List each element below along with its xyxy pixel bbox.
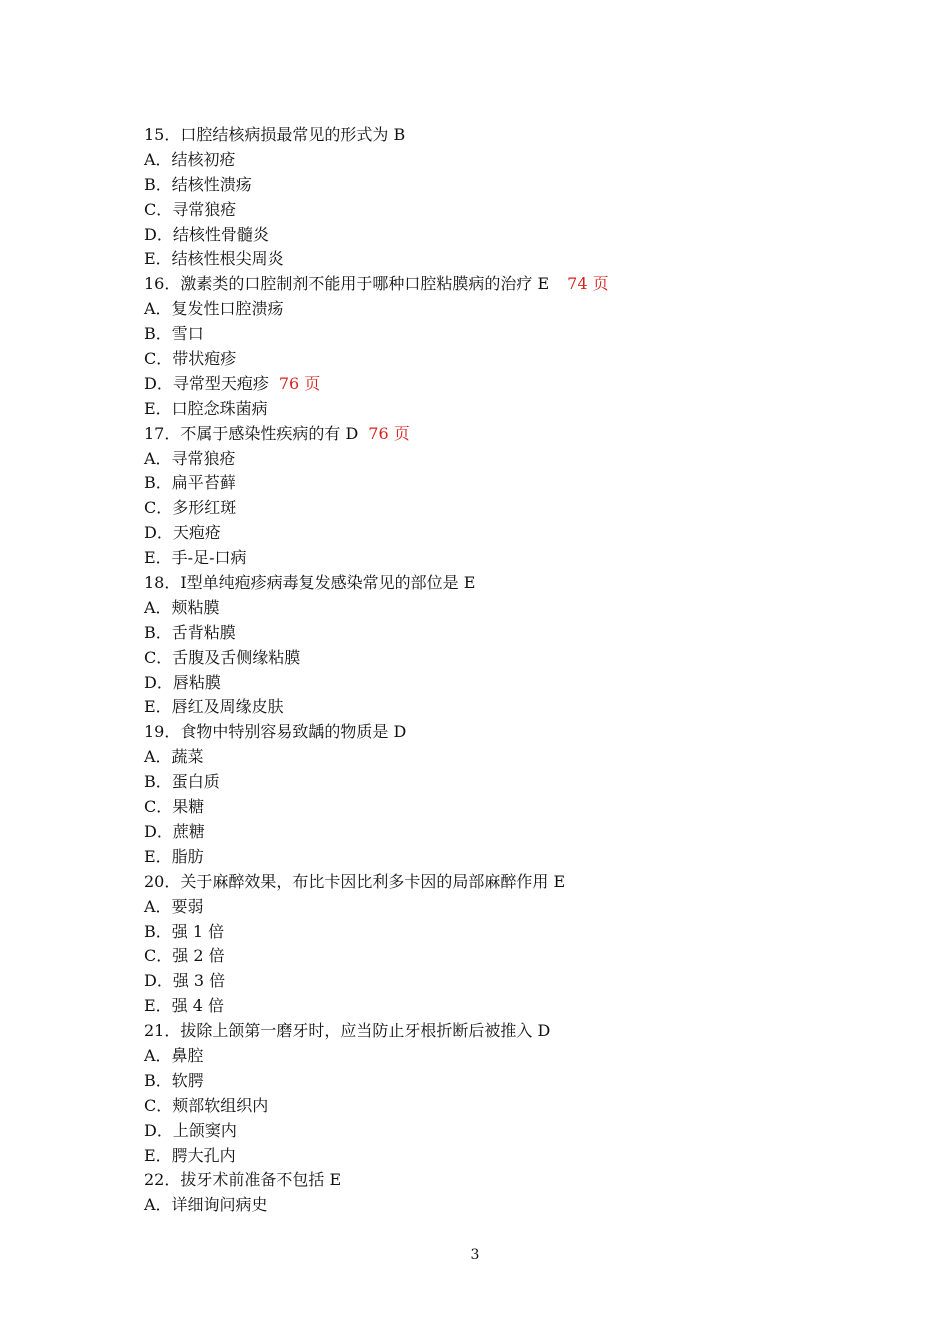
line-text: E．腭大孔内: [144, 1145, 236, 1165]
option-line: [144, 1044, 844, 1069]
question-line: [144, 720, 844, 745]
line-text: B．雪口: [144, 324, 204, 344]
line-text: 17．不属于感染性疾病的有 D: [144, 423, 359, 443]
option-line: [144, 322, 844, 347]
line-text: 21．拔除上颌第一磨牙时，应当防止牙根折断后被推入 D: [144, 1021, 551, 1041]
option-line: [144, 920, 844, 945]
option-line: [144, 1119, 844, 1144]
line-text: D．上颌窦内: [144, 1120, 237, 1140]
option-line: [144, 297, 844, 322]
option-line: [144, 820, 844, 845]
option-line: [144, 148, 844, 173]
line-text: A．结核初疮: [144, 149, 236, 169]
line-text: A．复发性口腔溃疡: [144, 299, 284, 319]
line-text: 16．激素类的口腔制剂不能用于哪种口腔粘膜病的治疗 E: [144, 274, 550, 294]
line-text: B．蛋白质: [144, 772, 220, 792]
line-text: 15．口腔结核病损最常见的形式为 B: [144, 125, 406, 144]
page-reference: 74 页: [567, 274, 609, 294]
line-text: C．颊部软组织内: [144, 1095, 269, 1115]
line-text: A．颊粘膜: [144, 597, 220, 617]
line-text: E．脂肪: [144, 846, 204, 866]
line-text: E．结核性根尖周炎: [144, 249, 284, 269]
option-line: [144, 173, 844, 198]
question-line: [144, 1019, 844, 1044]
option-line: [144, 372, 844, 397]
page-reference: 76 页: [278, 373, 321, 393]
option-line: [144, 1094, 844, 1119]
line-text: 18．Ⅰ型单纯疱疹病毒复发感染常见的部位是 E: [144, 573, 476, 593]
line-text: D．结核性骨髓炎: [144, 224, 269, 244]
line-text: E．强 4 倍: [144, 996, 225, 1016]
option-line: [144, 546, 844, 571]
question-line: [144, 272, 844, 297]
line-text: D．寻常型天疱疹: [144, 373, 269, 393]
line-text: C．果糖: [144, 797, 205, 817]
line-text: B．舌背粘膜: [144, 622, 236, 642]
option-line: [144, 621, 844, 646]
option-line: [144, 845, 844, 870]
option-line: [144, 447, 844, 472]
line-text: B．强 1 倍: [144, 921, 225, 941]
option-line: [144, 671, 844, 696]
line-text: A．鼻腔: [144, 1045, 204, 1065]
line-text: D．天疱疮: [144, 523, 221, 543]
option-line: [144, 895, 844, 920]
question-line: [144, 422, 844, 447]
page-reference: 76 页: [368, 423, 410, 443]
line-text: D．蔗糖: [144, 821, 205, 841]
question-line: [144, 870, 844, 895]
line-text: 19．食物中特别容易致龋的物质是 D: [144, 722, 407, 742]
option-line: [144, 1069, 844, 1094]
line-text: E．手-足-口病: [144, 548, 247, 568]
line-text: D．强 3 倍: [144, 971, 226, 991]
option-line: [144, 198, 844, 223]
option-line: [144, 745, 844, 770]
option-line: [144, 795, 844, 820]
line-text: C．舌腹及舌侧缘粘膜: [144, 647, 301, 667]
line-text: 22．拔牙术前准备不包括 E: [144, 1170, 342, 1190]
option-line: [144, 1144, 844, 1169]
option-line: [144, 347, 844, 372]
question-line: [144, 1168, 844, 1193]
line-text: C．强 2 倍: [144, 946, 225, 966]
option-line: [144, 397, 844, 422]
option-line: [144, 596, 844, 621]
line-text: E．唇红及周缘皮肤: [144, 697, 284, 717]
line-text: C．寻常狼疮: [144, 199, 237, 219]
line-text: B．扁平苔藓: [144, 473, 236, 493]
option-line: [144, 1193, 844, 1218]
option-line: [144, 496, 844, 521]
option-line: [144, 247, 844, 272]
option-line: [144, 944, 844, 969]
line-text: E．口腔念珠菌病: [144, 398, 268, 418]
option-line: [144, 471, 844, 496]
option-line: [144, 994, 844, 1019]
line-text: 20．关于麻醉效果，布比卡因比利多卡因的局部麻醉作用 E: [144, 871, 566, 891]
option-line: [144, 969, 844, 994]
option-line: [144, 223, 844, 248]
option-line: [144, 646, 844, 671]
option-line: [144, 770, 844, 795]
line-text: B．软腭: [144, 1070, 204, 1090]
line-text: A．详细询问病史: [144, 1195, 268, 1215]
question-line: [144, 571, 844, 596]
line-text: D．唇粘膜: [144, 672, 221, 692]
line-text: C．多形红斑: [144, 498, 237, 518]
line-text: A．要弱: [144, 896, 204, 916]
line-text: C．带状疱疹: [144, 349, 237, 369]
option-line: [144, 695, 844, 720]
line-text: A．寻常狼疮: [144, 448, 236, 468]
question-line: [144, 123, 844, 148]
line-text: B．结核性溃疡: [144, 174, 252, 194]
document-body: [144, 123, 844, 1218]
page-number: 3: [470, 1247, 480, 1263]
option-line: [144, 521, 844, 546]
line-text: A．蔬菜: [144, 747, 204, 767]
